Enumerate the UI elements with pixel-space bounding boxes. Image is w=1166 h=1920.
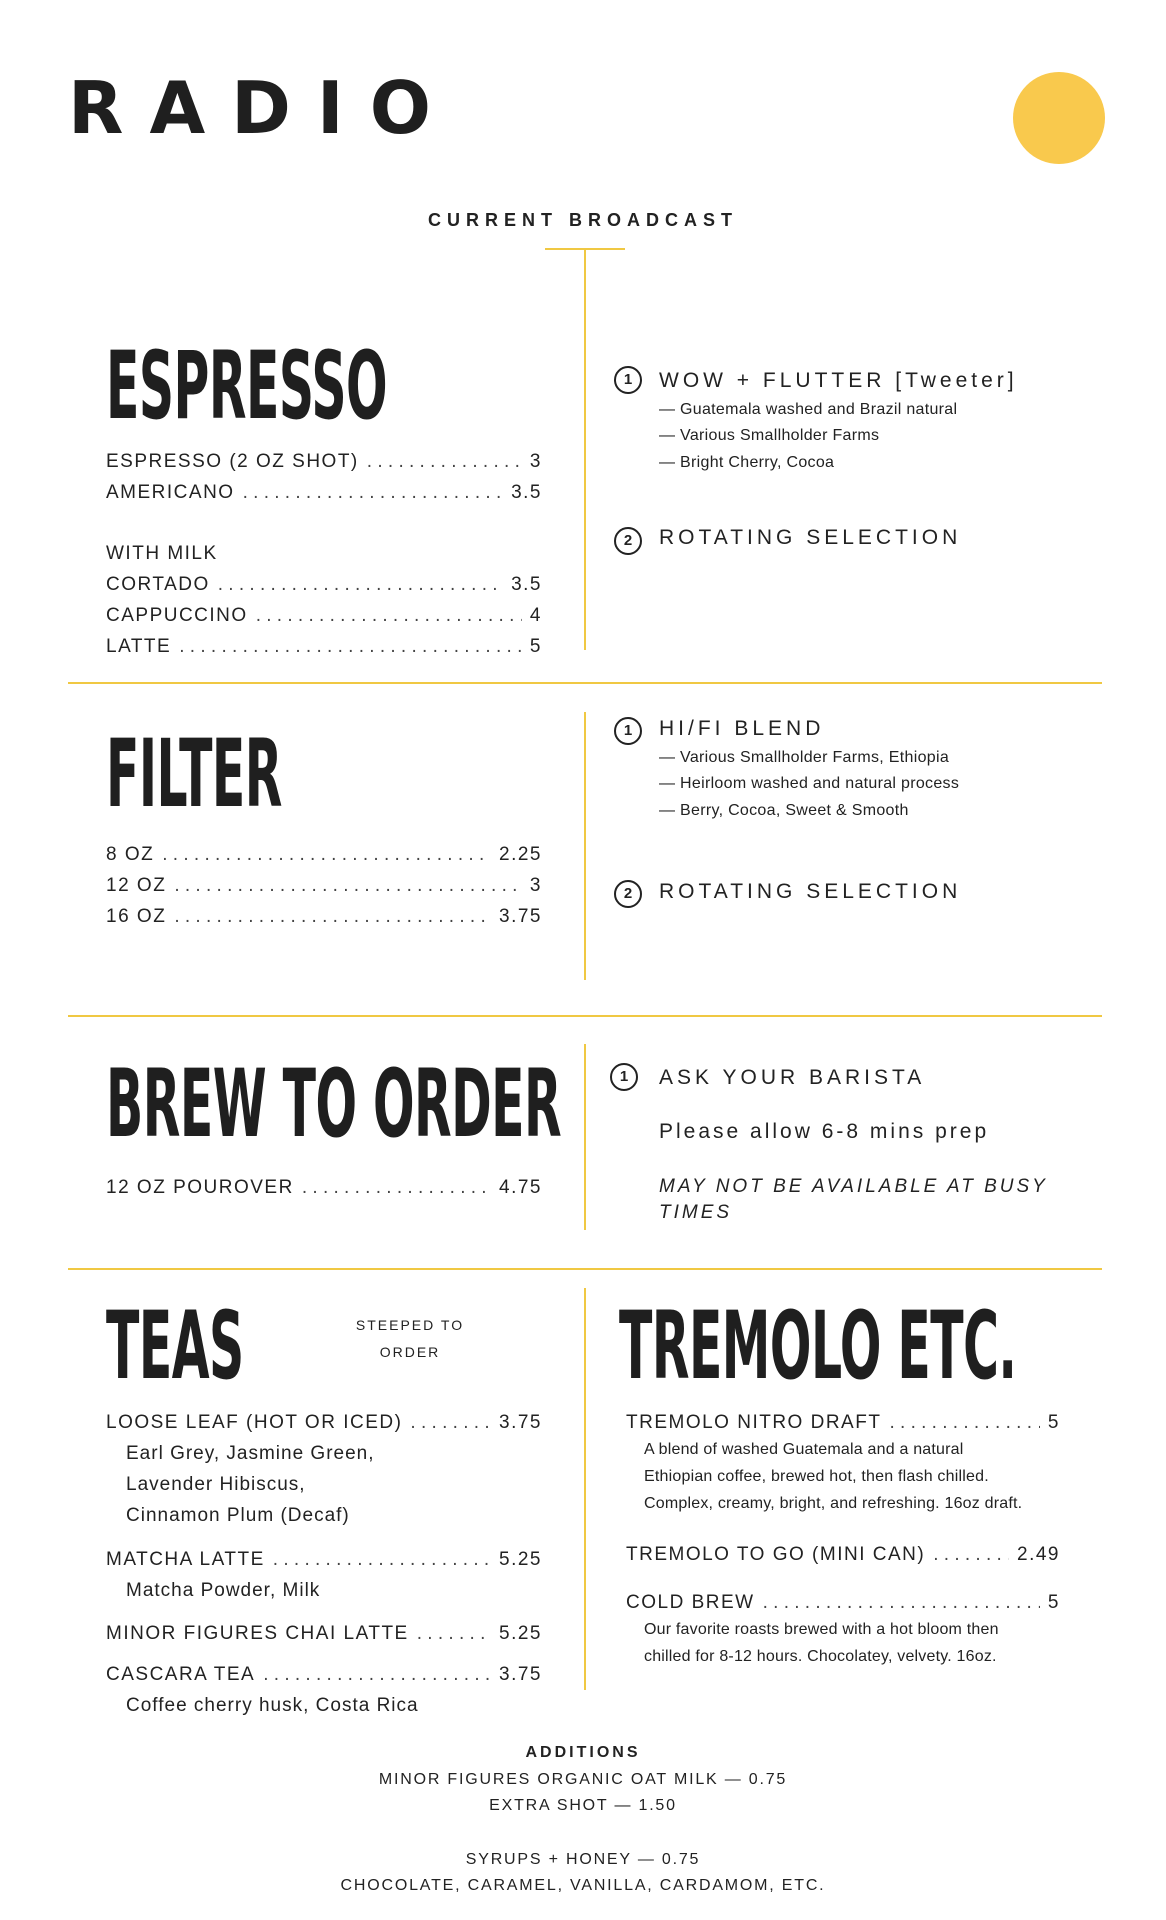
with-milk-label: WITH MILK xyxy=(106,543,218,564)
dot-leader xyxy=(302,1177,491,1199)
dot-leader xyxy=(162,844,491,866)
item-price: 3.5 xyxy=(511,482,542,503)
brew-title: BREW TO ORDER xyxy=(106,1050,562,1159)
item-price: 3.75 xyxy=(499,906,542,927)
selection-detail: — Guatemala washed and Brazil natural xyxy=(659,401,958,418)
menu-item-cold-brew xyxy=(626,1592,1060,1614)
item-name: 12 OZ POUROVER xyxy=(106,1177,294,1198)
menu-item-latte xyxy=(106,636,542,658)
filter-selection-title: HI/FI BLEND xyxy=(659,717,825,740)
item-name: 12 OZ xyxy=(106,875,167,896)
menu-item-12oz xyxy=(106,875,542,897)
prep-time-note: Please allow 6-8 mins prep xyxy=(659,1120,990,1143)
item-price: 3.5 xyxy=(511,574,542,595)
filter-section-divider xyxy=(68,1015,1102,1017)
selection-detail: — Berry, Cocoa, Sweet & Smooth xyxy=(659,802,909,819)
number-1-icon: 1 xyxy=(614,366,642,394)
menu-item-8oz xyxy=(106,844,542,866)
dot-leader xyxy=(763,1592,1040,1614)
item-price: 3.75 xyxy=(499,1412,542,1433)
steeped-note-line1: STEEPED TO xyxy=(355,1317,465,1333)
dot-leader xyxy=(174,875,522,897)
item-subtext: Coffee cherry husk, Costa Rica xyxy=(126,1695,419,1716)
dot-leader xyxy=(889,1412,1039,1434)
item-price: 5 xyxy=(529,636,542,657)
additions-title: ADDITIONS xyxy=(525,1744,641,1761)
filter-title: FILTER xyxy=(106,720,282,829)
item-name: TREMOLO TO GO (MINI CAN) xyxy=(626,1544,926,1565)
menu-item-loose-leaf xyxy=(106,1412,542,1434)
item-name: TREMOLO NITRO DRAFT xyxy=(626,1412,882,1433)
item-price: 2.25 xyxy=(499,844,542,865)
item-description xyxy=(644,1436,1022,1517)
menu-item-matcha-latte xyxy=(106,1549,542,1571)
selection-detail: — Bright Cherry, Cocoa xyxy=(659,454,835,471)
dot-leader xyxy=(367,451,522,473)
item-name: MINOR FIGURES CHAI LATTE xyxy=(106,1623,409,1644)
item-name: CAPPUCCINO xyxy=(106,605,248,626)
menu-item-americano xyxy=(106,482,542,504)
addition-line: CHOCOLATE, CARAMEL, VANILLA, CARDAMOM, ETC. xyxy=(340,1877,826,1894)
item-price: 4.75 xyxy=(499,1177,542,1198)
menu-item-chai-latte xyxy=(106,1623,542,1645)
number-1-icon: 1 xyxy=(610,1063,638,1091)
menu-item-tremolo-to-go xyxy=(626,1544,1060,1566)
item-price: 5 xyxy=(1047,1412,1060,1433)
espresso-selection-title: WOW + FLUTTER [Tweeter] xyxy=(659,369,1018,392)
brew-section-divider xyxy=(68,1268,1102,1270)
availability-note-line2: TIMES xyxy=(659,1202,733,1223)
menu-item-pourover xyxy=(106,1177,542,1199)
teas-title: TEAS xyxy=(106,1292,244,1401)
item-name: ESPRESSO (2 OZ SHOT) xyxy=(106,451,359,472)
description-line: Our favorite roasts brewed with a hot bloom then xyxy=(644,1621,999,1638)
dot-leader xyxy=(218,574,503,596)
menu-item-espresso xyxy=(106,451,542,473)
number-1-icon: 1 xyxy=(614,717,642,745)
filter-rotating-selection: ROTATING SELECTION xyxy=(659,880,962,903)
dot-leader xyxy=(243,482,504,504)
steeped-note-line2: ORDER xyxy=(379,1344,441,1360)
item-price: 5.25 xyxy=(499,1549,542,1570)
dot-leader xyxy=(273,1549,491,1571)
addition-line: EXTRA SHOT — 1.50 xyxy=(489,1797,677,1814)
brand-logo: RADIO xyxy=(68,66,457,150)
addition-line: SYRUPS + HONEY — 0.75 xyxy=(465,1851,701,1868)
dot-leader xyxy=(410,1412,491,1434)
filter-vertical-divider xyxy=(584,712,586,980)
item-name: COLD BREW xyxy=(626,1592,755,1613)
brew-vertical-divider xyxy=(584,1044,586,1230)
sun-circle-icon xyxy=(1013,72,1105,164)
tremolo-title: TREMOLO ETC. xyxy=(619,1292,1017,1401)
addition-line: MINOR FIGURES ORGANIC OAT MILK — 0.75 xyxy=(378,1771,788,1788)
menu-item-cascara-tea xyxy=(106,1664,542,1686)
number-2-icon: 2 xyxy=(614,527,642,555)
item-price: 3.75 xyxy=(499,1664,542,1685)
item-name: MATCHA LATTE xyxy=(106,1549,265,1570)
number-2-icon: 2 xyxy=(614,880,642,908)
item-subtext: Matcha Powder, Milk xyxy=(126,1580,321,1601)
item-name: LATTE xyxy=(106,636,172,657)
menu-item-cortado xyxy=(106,574,542,596)
availability-note-line1: MAY NOT BE AVAILABLE AT BUSY xyxy=(659,1176,1048,1197)
ask-barista: ASK YOUR BARISTA xyxy=(659,1066,926,1089)
dot-leader xyxy=(256,605,522,627)
description-line: Complex, creamy, bright, and refreshing. 16oz draft. xyxy=(644,1495,1023,1512)
item-price: 3 xyxy=(529,875,542,896)
menu-item-nitro-draft xyxy=(626,1412,1060,1434)
item-subtext: Earl Grey, Jasmine Green, xyxy=(126,1443,375,1464)
selection-detail: — Various Smallholder Farms, Ethiopia xyxy=(659,749,950,766)
item-price: 3 xyxy=(529,451,542,472)
item-subtext: Lavender Hibiscus, xyxy=(126,1474,306,1495)
description-line: Ethiopian coffee, brewed hot, then flash chilled. xyxy=(644,1468,989,1485)
espresso-rotating-selection: ROTATING SELECTION xyxy=(659,526,962,549)
steeped-note xyxy=(340,1312,480,1366)
current-broadcast-heading: CURRENT BROADCAST xyxy=(428,210,738,230)
item-name: 16 OZ xyxy=(106,906,167,927)
item-name: CORTADO xyxy=(106,574,210,595)
menu-item-16oz xyxy=(106,906,542,928)
dot-leader xyxy=(179,636,522,658)
item-name: AMERICANO xyxy=(106,482,235,503)
item-price: 4 xyxy=(529,605,542,626)
teas-vertical-divider xyxy=(584,1288,586,1690)
item-price: 2.49 xyxy=(1017,1544,1060,1565)
item-name: 8 OZ xyxy=(106,844,155,865)
item-price: 5 xyxy=(1047,1592,1060,1613)
espresso-title: ESPRESSO xyxy=(106,332,388,441)
description-line: chilled for 8-12 hours. Chocolatey, velvety. 16oz. xyxy=(644,1648,997,1665)
espresso-section-divider xyxy=(68,682,1102,684)
espresso-vertical-divider xyxy=(584,250,586,650)
dot-leader xyxy=(263,1664,491,1686)
selection-detail: — Various Smallholder Farms xyxy=(659,427,880,444)
menu-item-cappuccino xyxy=(106,605,542,627)
dot-leader xyxy=(417,1623,491,1645)
item-price: 5.25 xyxy=(499,1623,542,1644)
selection-detail: — Heirloom washed and natural process xyxy=(659,775,960,792)
item-subtext: Cinnamon Plum (Decaf) xyxy=(126,1505,350,1526)
description-line: A blend of washed Guatemala and a natural xyxy=(644,1441,964,1458)
item-name: CASCARA TEA xyxy=(106,1664,256,1685)
item-description xyxy=(644,1616,999,1670)
dot-leader xyxy=(174,906,491,928)
dot-leader xyxy=(933,1544,1009,1566)
item-name: LOOSE LEAF (HOT OR ICED) xyxy=(106,1412,403,1433)
